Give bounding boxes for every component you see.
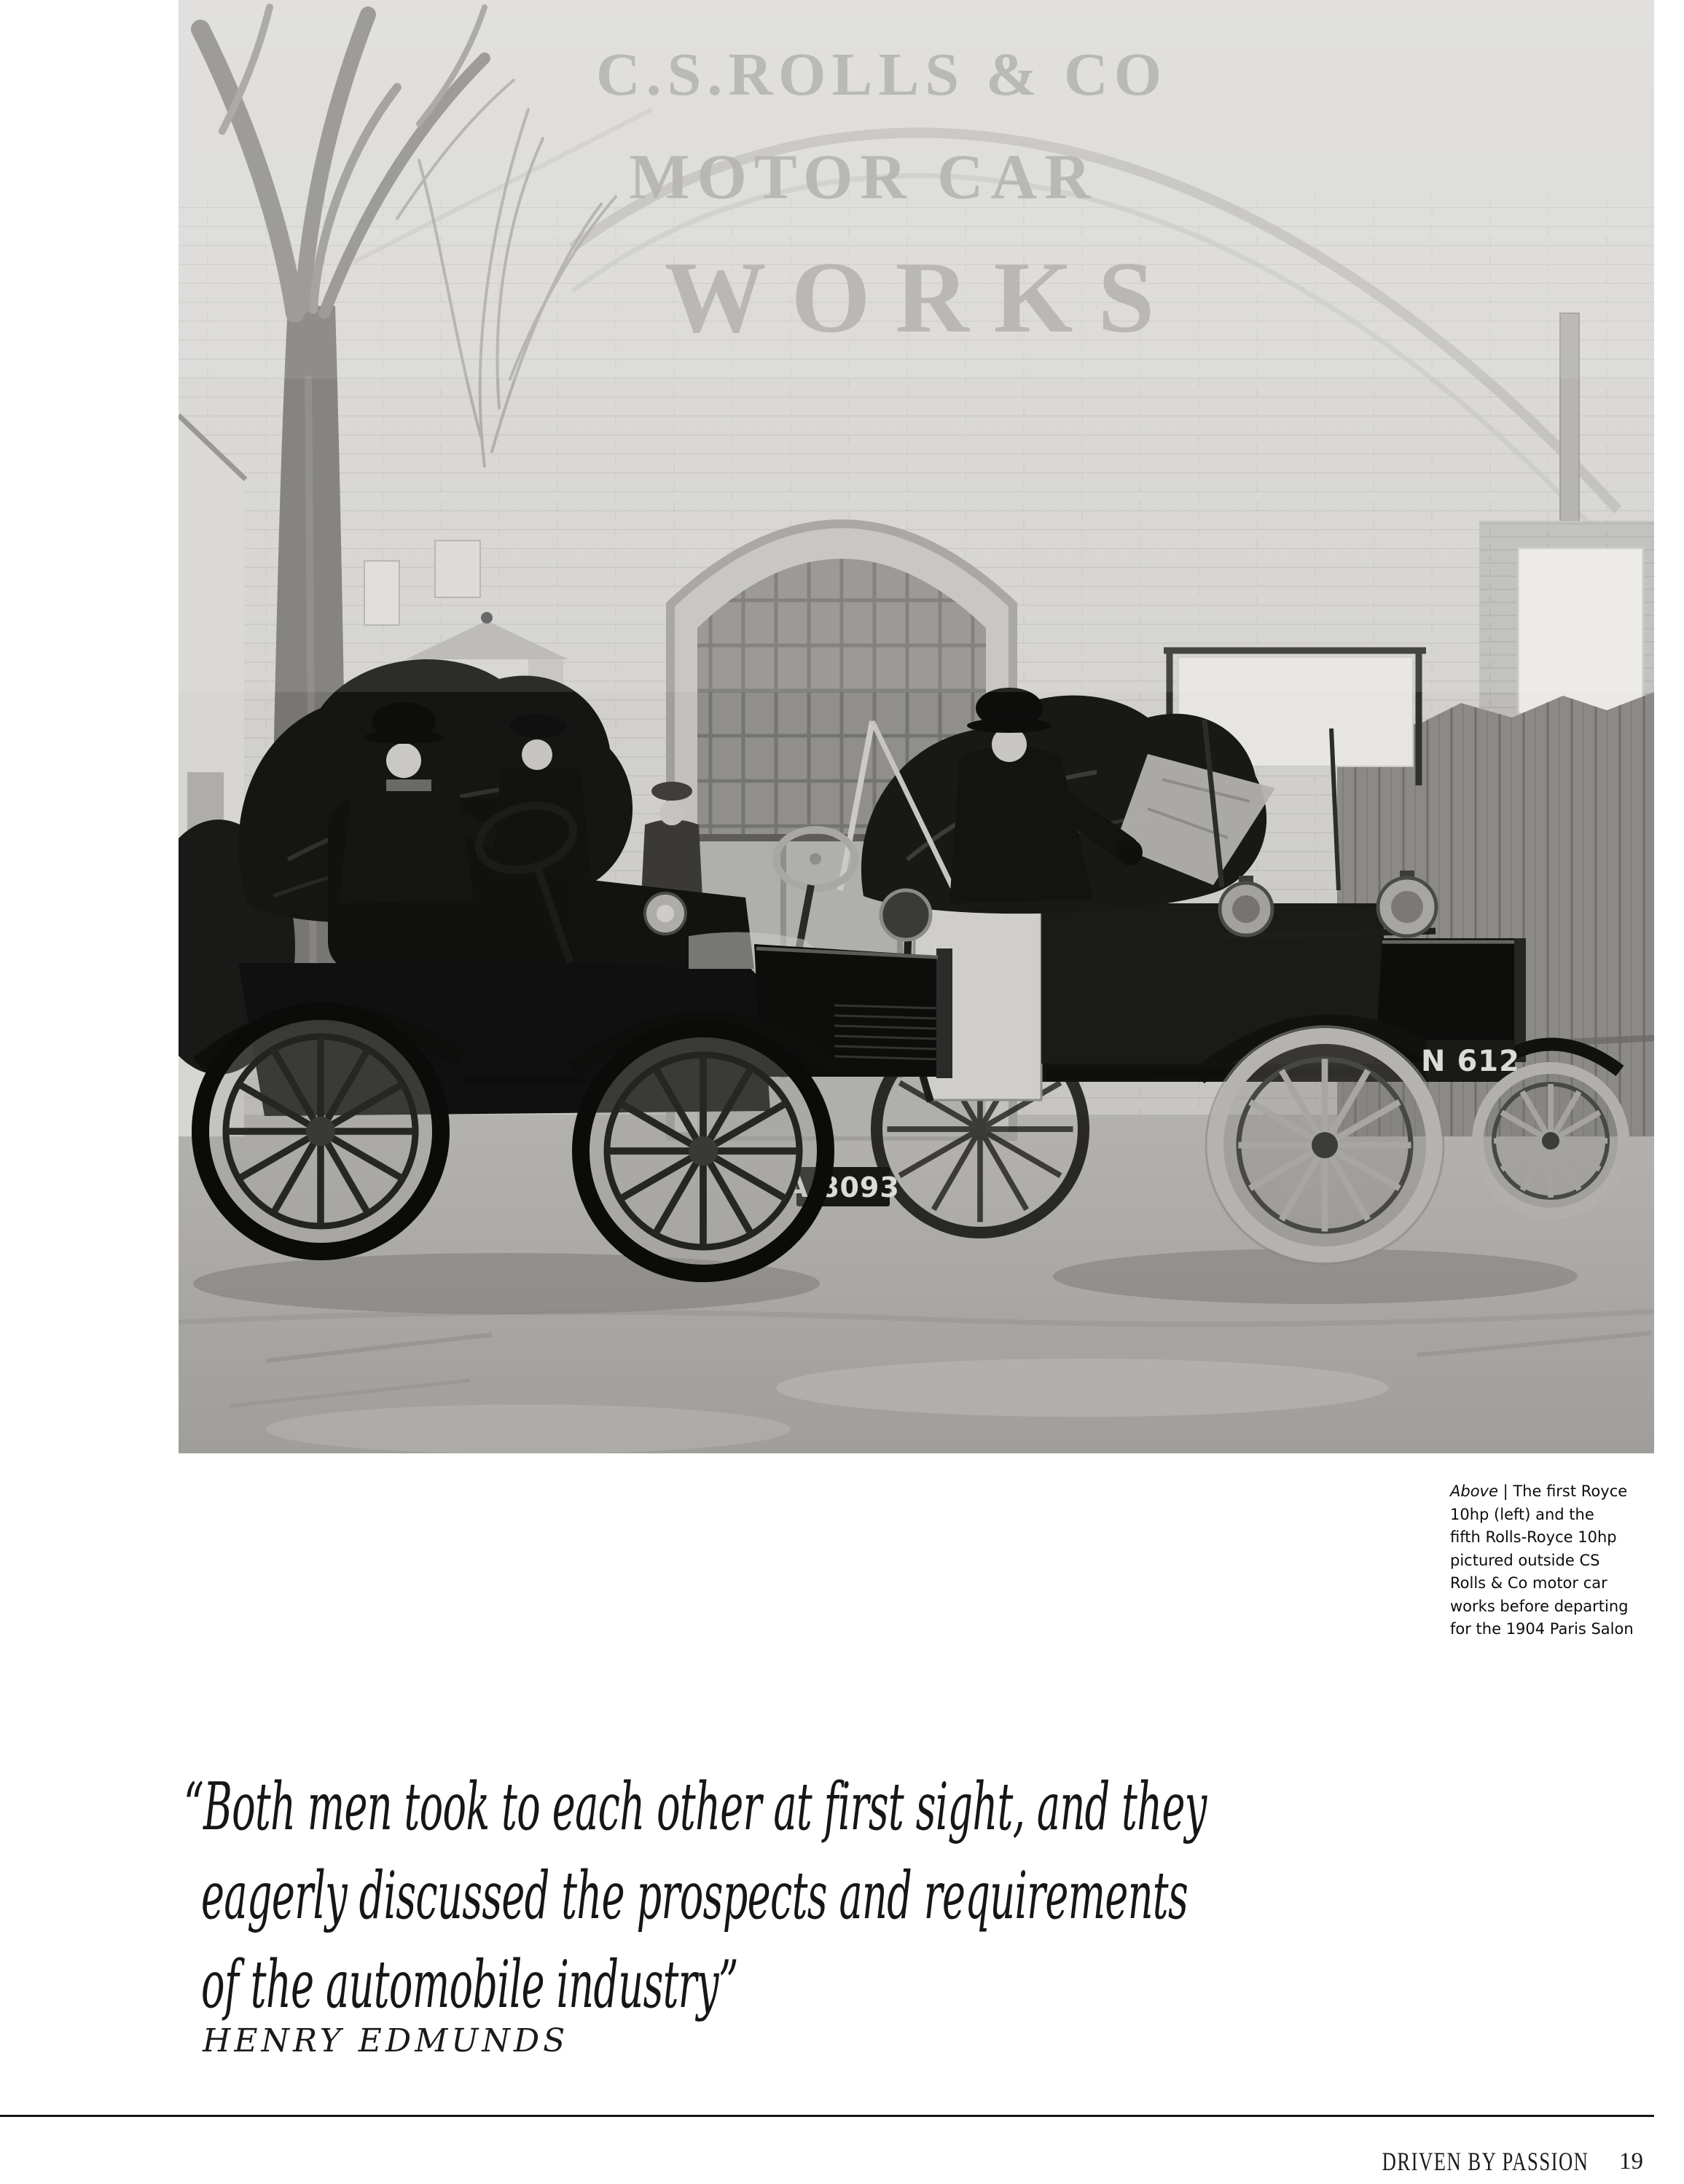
photo-illustration <box>179 0 1654 1453</box>
caption-line: Rolls & Co motor car <box>1450 1574 1607 1592</box>
works-sign-line-1: C.S.ROLLS & CO <box>595 41 1168 109</box>
flat-cap <box>509 715 566 738</box>
quote-attribution: HENRY EDMUNDS <box>203 2022 569 2059</box>
caption-line: works before departing <box>1450 1597 1629 1615</box>
caption-line: pictured outside CS <box>1450 1551 1600 1569</box>
haze-overlay-top <box>179 0 1654 379</box>
photo <box>179 0 1654 1453</box>
svg-text:A·8093: A·8093 <box>786 1171 900 1203</box>
footer-rule <box>0 2115 1654 2117</box>
photo-caption <box>1450 1480 1676 1641</box>
caption-line <box>1450 1480 1676 1504</box>
svg-text:N 612: N 612 <box>1421 1045 1520 1078</box>
caption-line: fifth Rolls-Royce 10hp <box>1450 1528 1617 1546</box>
caption-line: for the 1904 Paris Salon <box>1450 1620 1634 1638</box>
works-sign-line-2: MOTOR CAR <box>629 142 1098 213</box>
page-number: 19 <box>1619 2148 1643 2175</box>
works-sign-line-3: WORKS <box>664 241 1180 354</box>
license-plate-right <box>1421 1040 1520 1081</box>
left-car-rear-wheel <box>200 1011 441 1252</box>
footer-title: DRIVEN BY PASSION <box>1382 2147 1589 2176</box>
pull-quote-line: “Both men took to each other at first sight, and they <box>184 1769 1207 1845</box>
pull-quote-line: eagerly discussed the prospects and requirements <box>201 1858 1188 1934</box>
headlamp <box>881 890 931 940</box>
pull-quote-line: of the automobile industry” <box>201 1947 738 2023</box>
left-car-front-wheel <box>581 1029 826 1273</box>
caption-line: 10hp (left) and the <box>1450 1505 1594 1523</box>
caption-line1-text: | The first Royce <box>1497 1482 1628 1500</box>
caption-label: Above <box>1450 1482 1498 1500</box>
right-car-rear-wheel <box>1478 1068 1624 1214</box>
pull-quote <box>184 1763 1684 2030</box>
